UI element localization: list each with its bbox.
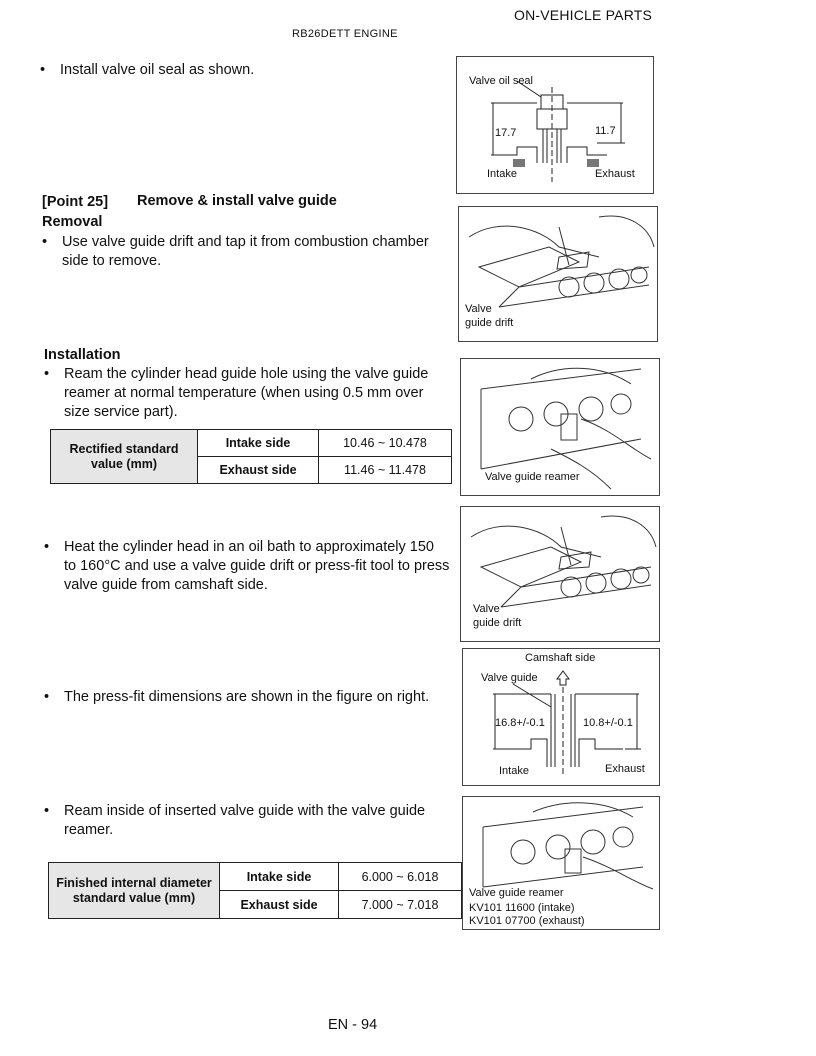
fig1-intake: Intake [487,168,517,180]
figure-valve-oil-seal [456,56,654,194]
fig6-tool-exhaust: KV101 07700 (exhaust) [469,915,585,927]
figure-reamer-tools [462,796,660,930]
bullet-installation: • Ream the cylinder head guide hole using the valve guide reamer at normal temperature (when using 0.5 mm over size service part). [44,366,429,420]
fig5-camshaft-side: Camshaft side [525,652,596,664]
figure-pressfit-dimensions [462,648,660,786]
figure-guide-drift-install [460,506,660,642]
table-cell: 7.000 ~ 7.018 [339,891,462,919]
bullet-pressfit: • The press-fit dimensions are shown in the figure on right. [44,689,430,705]
page-number: EN - 94 [328,1017,378,1033]
fig5-valve-guide: Valve guide [481,672,538,684]
removal-heading: Removal [42,214,103,230]
bullet-install-seal: • Install valve oil seal as shown. [40,62,255,78]
fig4-label-line1: Valve [473,603,500,615]
fig6-label: Valve guide reamer [469,887,564,899]
finished-diameter-table [48,862,462,919]
figure-guide-reamer [460,358,660,496]
engine-title: RB26DETT ENGINE [292,28,398,40]
table-cell: Exhaust side [220,891,339,919]
fig1-exhaust: Exhaust [595,168,635,180]
table-cell: 6.000 ~ 6.018 [339,863,462,891]
figure-guide-drift-removal [458,206,658,342]
table-label: Rectified standard value (mm) [51,430,198,484]
fig6-tool-intake: KV101 11600 (intake) [469,902,575,914]
table-label: Finished internal diameter standard value (mm) [49,863,220,919]
installation-heading: Installation [44,347,121,363]
fig2-label-line2: guide drift [465,317,514,329]
fig2-label-line1: Valve [465,303,492,315]
fig5-dim-right: 10.8+/-0.1 [583,717,633,729]
fig4-label-line2: guide drift [473,617,522,629]
bullet-removal: • Use valve guide drift and tap it from combustion chamber side to remove. [42,234,429,269]
fig1-dim-right: 11.7 [595,125,616,137]
point-number: [Point 25] [42,194,109,210]
fig5-intake: Intake [499,765,529,777]
fig5-dim-left: 16.8+/-0.1 [495,717,545,729]
point-title: Remove & install valve guide [137,193,337,209]
fig1-dim-left: 17.7 [495,127,517,139]
table-cell: 10.46 ~ 10.478 [319,430,452,457]
table-cell: Exhaust side [198,457,319,484]
fig5-exhaust: Exhaust [605,763,645,775]
fig3-label: Valve guide reamer [485,471,580,483]
bullet-heat: • Heat the cylinder head in an oil bath to approximately 150 to 160°C and use a valve guide drift or press-fit tool to press valve guide from camshaft side. [44,539,450,593]
table-cell: Intake side [198,430,319,457]
section-title: ON-VEHICLE PARTS [514,7,653,23]
bullet-ream: • Ream inside of inserted valve guide with the valve guide reamer. [44,803,426,838]
rectified-standard-table [50,429,452,484]
table-cell: Intake side [220,863,339,891]
fig1-title: Valve oil seal [469,75,533,87]
table-cell: 11.46 ~ 11.478 [319,457,452,484]
